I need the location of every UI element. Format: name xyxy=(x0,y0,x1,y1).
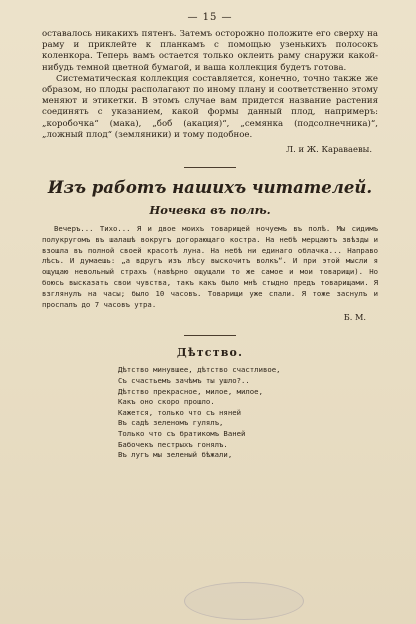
story-text: Вечеръ... Тихо... Я и двое моихъ товарищей ночуемъ въ полѣ. Мы сидимъ полукругомъ въ шалашѣ вокругъ догорающаго костра. На небѣ мерцаютъ звѣзды и взошла въ полной своей красотѣ луна. На небѣ ни единаго облачка... Направо лѣсъ. И думаешь: „а вдругъ изъ лѣсу выскочитъ волкъ“. И при этой мысли я ощущаю невольный страхъ (навѣрно ощущали то же самое и мои товарищи). Но боюсь высказать свои чувства, такъ какъ было мнѣ стыдно предъ товарищами. Я взглянулъ на часы; было 10 часовъ. Товарищи уже спали. Я тоже заснулъ и проспалъ до 7 часовъ утра. xyxy=(42,224,378,309)
library-stamp xyxy=(184,582,304,620)
poem-line: Въ садѣ зеленомъ гулялъ, xyxy=(118,418,224,428)
poem-body xyxy=(118,365,378,460)
page-number: — 15 — xyxy=(187,12,233,23)
poem-line: Дѣтство минувшее, дѣтство счастливое, xyxy=(118,365,281,375)
section-title: Изъ работъ нашихъ читателей. xyxy=(47,178,373,198)
story-signature: Б. М. xyxy=(343,312,366,323)
poem-line: Какъ оно скоро прошло. xyxy=(118,397,215,407)
intro-signature: Л. и Ж. Караваевы. xyxy=(286,144,372,155)
poem-line: Бабочекъ пестрыхъ гонялъ. xyxy=(118,439,228,449)
poem-line: Только что съ братикомъ Ваней xyxy=(118,428,246,438)
poem-line: Дѣтство прекрасное, милое, милое, xyxy=(118,386,263,396)
poem-line: Съ счастьемъ зачѣмъ ты ушло?.. xyxy=(118,376,250,385)
intro-paragraph-1: оставалось никакихъ пятенъ. Затемъ осторожно положите его сверху на раму и приклейте к планкамъ с помощью узенькихъ полосокъ коленкора. Теперь вамъ остается только оклеить раму снаружи какой-нибудь темной цветной бумагой, и ваша коллекция будетъ готова. xyxy=(42,29,378,73)
poem-line: Въ лугъ мы зеленый бѣжали, xyxy=(118,450,233,460)
divider-rule xyxy=(184,167,236,168)
poem-line: Кажется, только что съ няней xyxy=(118,407,242,417)
poem-title: Дѣтство. xyxy=(176,346,244,360)
divider-rule xyxy=(184,335,236,336)
story-title: Ночевка въ полѣ. xyxy=(149,203,271,218)
intro-paragraph-2: Систематическая коллекция составляется, конечно, точно также же образом, но плоды располагают по иному плану и соответственно этому меняют и этикетки. В этомъ случае вам придется название растения соединять с указанием, какой формы данный плод, напримеръ: „коробочка“ (мака), „боб (акация)“, „семянка (подсолнечника)“, „ложный плод“ (земляники) и тому подобное. xyxy=(42,73,378,140)
